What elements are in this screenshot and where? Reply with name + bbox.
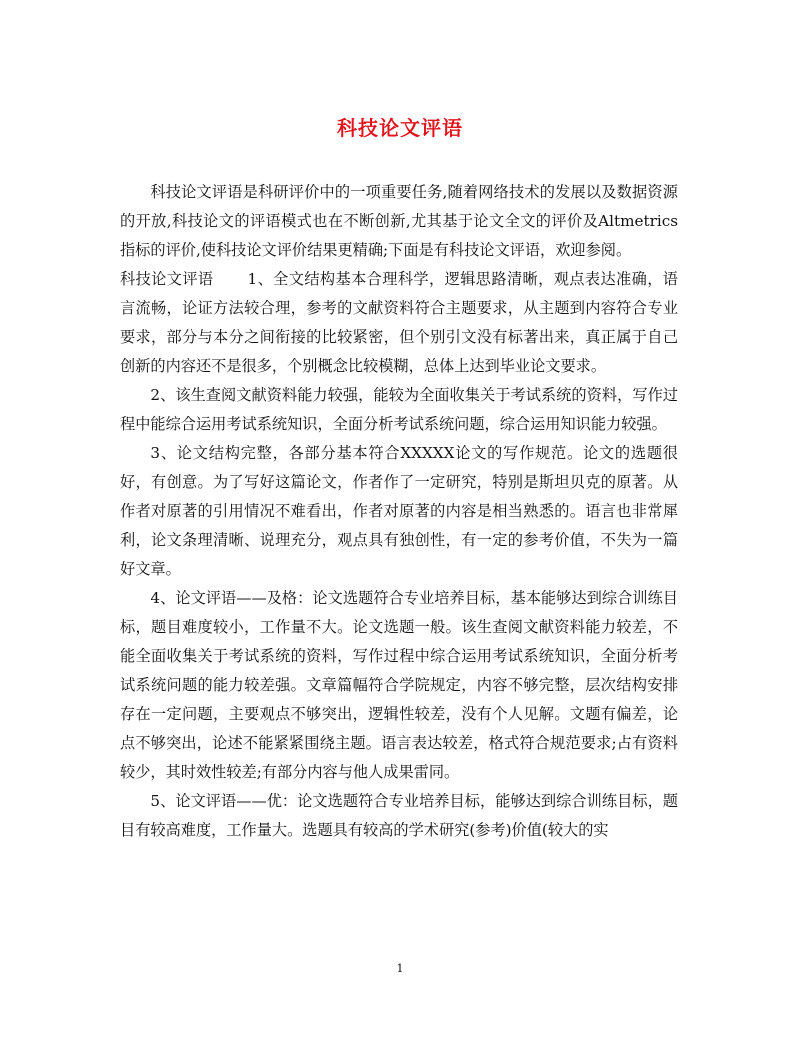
item-paragraph-2: 2、该生查阅文献资料能力较强，能较为全面收集关于考试系统的资料，写作过程中能综合运用考试系统知识，全面分析考试系统问题，综合运用知识能力较强。 <box>120 386 678 433</box>
item-paragraph-4: 4、论文评语——及格：论文选题符合专业培养目标，基本能够达到综合训练目标，题目难度较小，工作量不大。论文选题一般。该生查阅文献资料能力较差，不能全面收集关于考试系统的资料，写作过程中综合运用考试系统知识，全面分析考试系统问题的能力较差强。文章篇幅符合学院规定，内容不够完整，层次结构安排存在一定问题，主要观点不够突出，逻辑性较差，没有个人见解。文题有偏差，论点不够突出，论述不能紧紧围绕主题。语言表达较差，格式符合规范要求;占有资料较少，其时效性较差;有部分内容与他人成果雷同。 <box>120 589 678 781</box>
document-body <box>120 178 678 845</box>
intro-paragraph: 科技论文评语是科研评价中的一项重要任务,随着网络技术的发展以及数据资源的开放,科技论文的评语模式也在不断创新,尤其基于论文全文的评价及Altmetrics指标的评价,使科技论文评价结果更精确;下面是有科技论文评语，欢迎参阅。 <box>120 183 678 259</box>
item-paragraph-1 <box>120 265 678 381</box>
document-title: 科技论文评语 <box>337 116 463 140</box>
item-1-text: 1、全文结构基本合理科学，逻辑思路清晰，观点表达准确，语言流畅，论证方法较合理，参考的文献资料符合主题要求，从主题到内容符合专业要求，部分与本分之间衔接的比较紧密，但个别引文没有标著出来，真正属于自己创新的内容还不是很多，个别概念比较模糊，总体上达到毕业论文要求。 <box>120 270 678 375</box>
item-paragraph-5: 5、论文评语——优：论文选题符合专业培养目标，能够达到综合训练目标，题目有较高难度，工作量大。选题具有较高的学术研究(参考)价值(较大的实 <box>120 792 678 839</box>
section-label: 科技论文评语 <box>120 270 214 288</box>
item-paragraph-3: 3、论文结构完整，各部分基本符合XXXXX论文的写作规范。论文的选题很好，有创意。为了写好这篇论文，作者作了一定研究，特别是斯坦贝克的原著。从作者对原著的引用情况不难看出，作者对原著的内容是相当熟悉的。语言也非常犀利，论文条理清晰、说理充分，观点具有独创性，有一定的参考价值，不失为一篇好文章。 <box>120 444 678 578</box>
page-number: 1 <box>396 962 404 975</box>
